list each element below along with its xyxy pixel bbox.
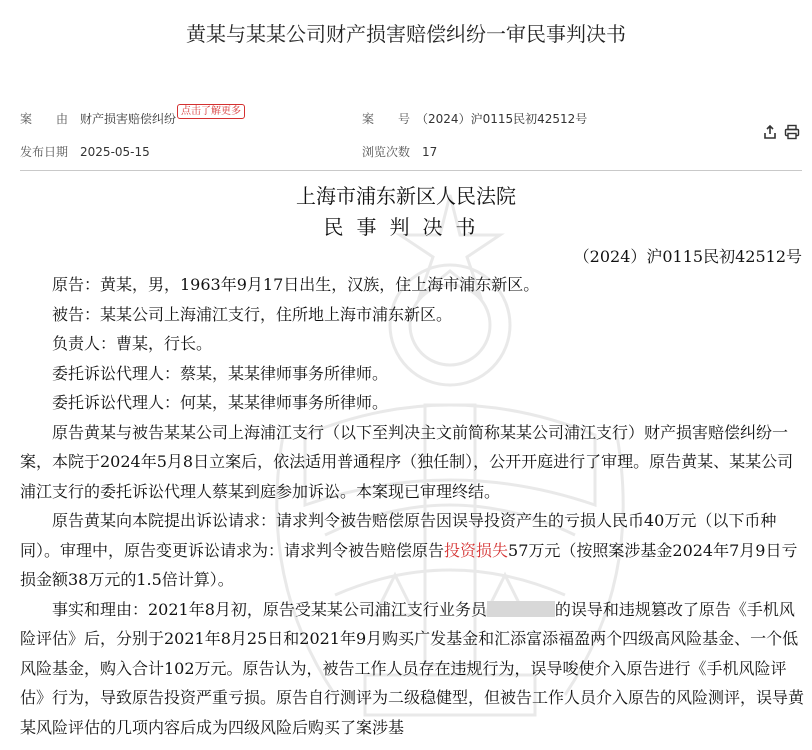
case-number-label: 案 号 xyxy=(362,112,411,126)
publish-date-label: 发布日期 xyxy=(20,145,69,159)
facts-text-a: 事实和理由：2021年8月初，原告受某某公司浦江支行业务员 xyxy=(52,599,487,619)
view-count-label: 浏览次数 xyxy=(362,145,411,159)
header-divider xyxy=(20,170,802,171)
case-filing-paragraph: 原告黄某与被告某某公司上海浦江支行（以下至判决主文前简称某某公司浦江支行）财产损害赔偿纠纷一案，本院于2024年5月8日立案后，依法适用普通程序（独任制），公开开庭进行了审理。原告黄某、某某公司浦江支行的委托诉讼代理人蔡某到庭参加诉讼。本案现已审理终结。 xyxy=(20,422,794,501)
document-case-number: （2024）沪0115民初42512号 xyxy=(573,247,802,266)
print-icon[interactable] xyxy=(784,124,800,140)
case-number xyxy=(362,110,587,127)
claims-text-b: 57万元（按照案涉基金2024年7月9日亏损金额38万元的1.5倍计算）。 xyxy=(20,540,798,589)
responsible-person-paragraph: 负责人：曹某，行长。 xyxy=(52,334,213,353)
view-count-value: 17 xyxy=(422,145,438,159)
agent-paragraph-2: 委托诉讼代理人：何某，某某律师事务所律师。 xyxy=(52,393,389,412)
claims-text-a: 原告黄某向本院提出诉讼请求：请求判令被告赔偿原告因误导投资产生的亏损人民币40万元（以下币种同）。审理中，原告变更诉讼请求为：请求判令被告赔偿原告 xyxy=(20,511,777,560)
case-cause-label: 案 由 xyxy=(20,112,69,126)
view-count xyxy=(362,143,437,160)
agent-paragraph-1: 委托诉讼代理人：蔡某，某某律师事务所律师。 xyxy=(52,363,389,383)
plaintiff-paragraph: 原告：黄某，男，1963年9月17日出生，汉族，住上海市浦东新区。 xyxy=(52,275,540,294)
claims-paragraph xyxy=(20,506,805,595)
case-cause-value: 财产损害赔偿纠纷 xyxy=(80,112,177,126)
publish-date xyxy=(20,143,150,160)
learn-more-button[interactable]: 点击了解更多 xyxy=(177,104,245,119)
court-name: 上海市浦东新区人民法院 xyxy=(296,184,516,208)
investment-loss-link[interactable]: 投资损失 xyxy=(444,540,509,560)
share-icon[interactable] xyxy=(762,124,778,140)
document-title: 黄某与某某公司财产损害赔偿纠纷一审民事判决书 xyxy=(186,22,626,46)
redacted-name xyxy=(487,601,555,617)
case-cause xyxy=(20,110,176,127)
document-type: 民事判决书 xyxy=(323,215,489,239)
facts-paragraph xyxy=(20,595,805,743)
judgment-body xyxy=(20,270,805,742)
toolbar xyxy=(762,124,800,140)
case-number-value: （2024）沪0115民初42512号 xyxy=(422,112,588,126)
facts-text-b: 的误导和违规篡改了原告《手机风险评估》后，分别于2021年8月25日和2021年9月购买广发基金和汇添富添福盈两个四级高风险基金、一个低风险基金，购入合计102万元。原告认为，被告工作人员存在违规行为，误导唆使介入原告进行《手机风险评估》行为，导致原告投资严重亏损。原告自行测评为二级稳健型，但被告工作人员介入原告的风险测评，误导黄某风险评估的几项内容后成为四级风险后购买了案涉基 xyxy=(20,599,805,737)
publish-date-value: 2025-05-15 xyxy=(80,145,150,159)
defendant-paragraph: 被告：某某公司上海浦江支行，住所地上海市浦东新区。 xyxy=(52,304,453,324)
